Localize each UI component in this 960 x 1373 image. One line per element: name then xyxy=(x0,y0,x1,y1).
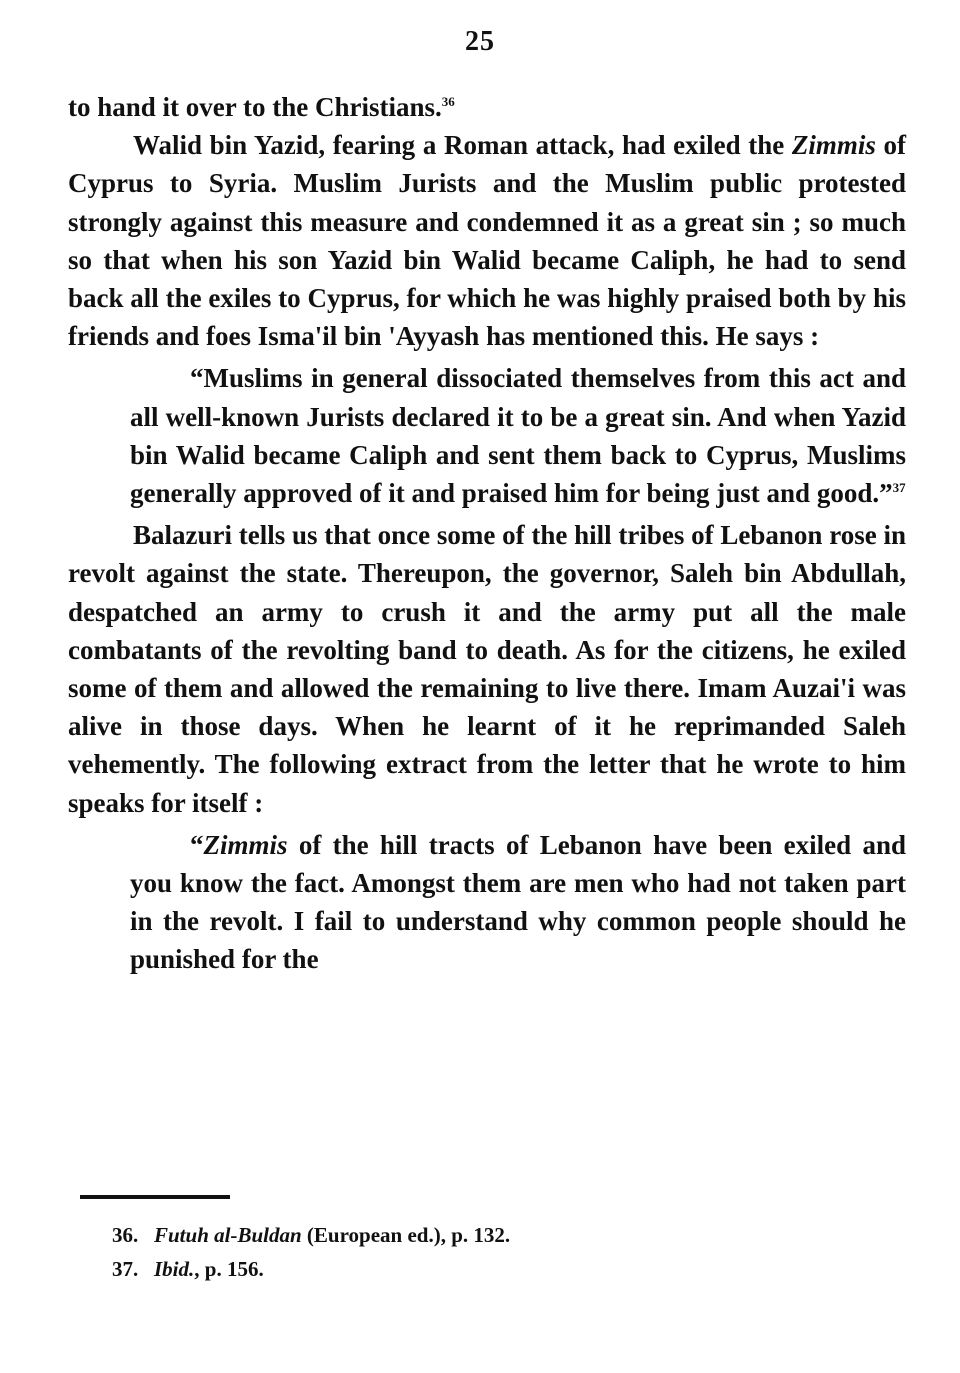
quote-text: of the hill tracts of Lebanon have been exiled and you know the fact. Amongst them are men who had not taken part in the revolt. I fail to understand why common people should he punished for the xyxy=(130,829,906,975)
footnote-detail: (European ed.), p. 132. xyxy=(301,1223,511,1247)
footnote-title: Futuh al-Buldan xyxy=(154,1223,302,1247)
footnote-divider xyxy=(80,1195,230,1199)
footnote-title: Ibid. xyxy=(154,1257,195,1281)
paragraph-balazuri xyxy=(68,516,906,822)
quote-text: “Muslims in general dissociated themselves from this act and all well-known Jurists declared it to be a great sin. And when Yazid bin Walid became Caliph and sent them back to Cyprus, Muslims generally approved of it and praised him for being just and good.” xyxy=(130,363,906,509)
block-quote-zimmis xyxy=(130,826,906,979)
paragraph-text: to hand it over to the Christians. xyxy=(68,92,442,122)
footnote-ref: 37 xyxy=(892,480,906,496)
term-zimmis: Zimmis xyxy=(791,130,876,161)
term-zimmis: Zimmis xyxy=(203,829,288,860)
paragraph-text: of Cyprus to Syria. Muslim Jurists and the Muslim public protested strongly against this measure and condemned it as a great sin ; so much so that when his son Yazid bin Walid became Caliph, he had to send back all the exiles to Cyprus, for which he was highly praised both by his friends and foes Isma'il bin 'Ayyash has mentioned this. He says : xyxy=(68,130,906,352)
paragraph-continuation xyxy=(68,88,906,126)
quote-open-mark: “ xyxy=(190,829,204,860)
footnote-number: 37. xyxy=(112,1257,139,1281)
paragraph-text: Walid bin Yazid, fearing a Roman attack, had exiled the xyxy=(133,130,792,161)
paragraph-text: Balazuri tells us that once some of the hill tribes of Lebanon rose in revolt against the state. Thereupon, the governor, Saleh bin Abdullah, despatched an army to crush it and the army put all the male combatants of the revolting band to death. As for the citizens, he exiled some of them and allowed the remaining to live there. Imam Auzai'i was alive in those days. When he learnt of it he reprimanded Saleh vehemently. The following extract from the letter that he wrote to him speaks for itself : xyxy=(68,520,906,818)
footnotes xyxy=(112,1218,812,1286)
footnote-ref: 36 xyxy=(441,94,455,109)
quote-body xyxy=(130,359,906,512)
page-number: 25 xyxy=(465,26,495,57)
quote-body xyxy=(130,826,906,979)
main-text xyxy=(68,88,906,983)
footnote-36 xyxy=(112,1218,812,1252)
footnote-detail: , p. 156. xyxy=(194,1257,264,1281)
footnote-number: 36. xyxy=(112,1223,139,1247)
paragraph-walid xyxy=(68,126,906,355)
block-quote-muslims xyxy=(130,359,906,512)
footnote-37 xyxy=(112,1252,812,1286)
